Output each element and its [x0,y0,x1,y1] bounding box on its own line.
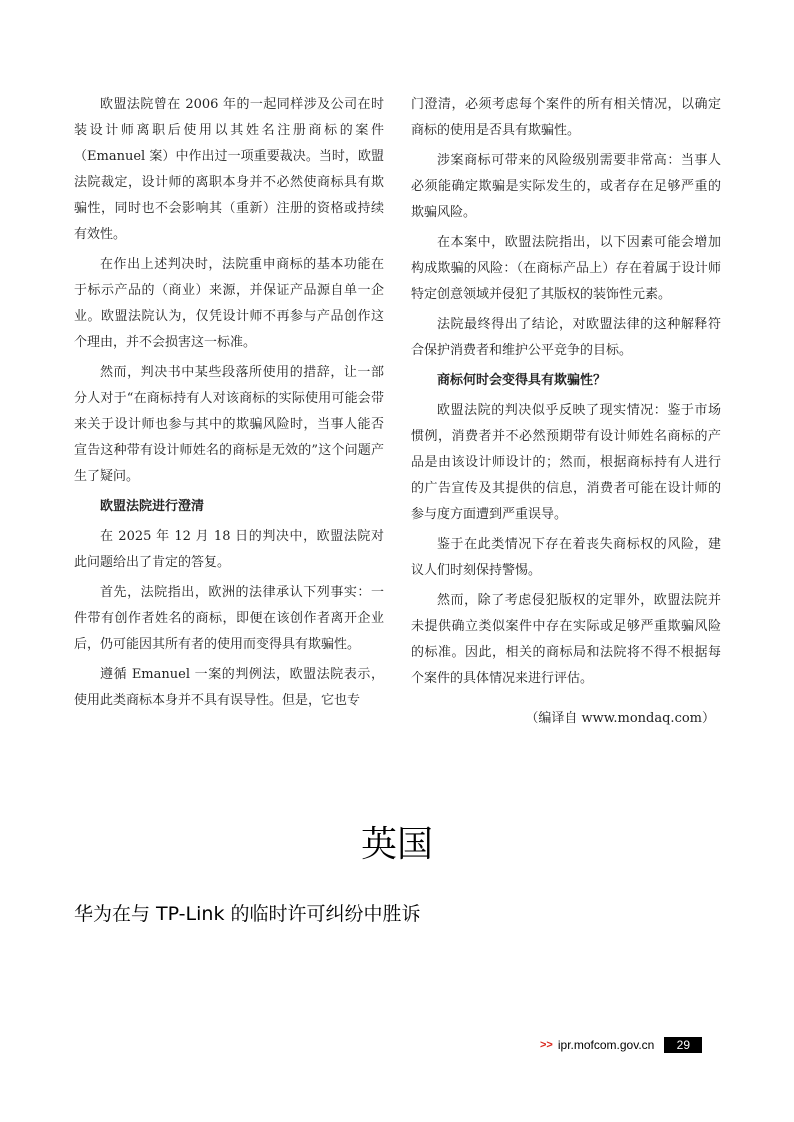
section-title: 英国 [360,824,433,865]
left-paragraph-4: 在 2025 年 12 月 18 日的判决中，欧盟法院对此问题给出了肯定的答复。 [74,529,384,570]
right-paragraph-1: 门澄清，必须考虑每个案件的所有相关情况，以确定商标的使用是否具有欺骗性。 [411,97,721,138]
page-footer [540,1036,702,1054]
left-paragraph-2: 在作出上述判决时，法院重申商标的基本功能在于标示产品的（商业）来源，并保证产品源自单一企业。欧盟法院认为，仅凭设计师不再参与产品创作这个理由，并不会损害这一标准。 [74,257,384,350]
right-column [411,92,721,736]
footer-website-link[interactable]: ipr.mofcom.gov.cn [557,1038,655,1052]
right-paragraph-6: 鉴于在此类情况下存在着丧失商标权的风险，建议人们时刻保持警惕。 [411,537,721,578]
right-paragraph-4: 法院最终得出了结论，对欧盟法律的这种解释符合保护消费者和维护公平竞争的目标。 [411,317,721,358]
article-title: 华为在与 TP-Link 的临时许可纠纷中胜诉 [74,903,421,925]
left-paragraph-6: 遵循 Emanuel 一案的判例法，欧盟法院表示，使用此类商标本身并不具有误导性。但是，它也专 [74,667,384,708]
left-paragraph-1: 欧盟法院曾在 2006 年的一起同样涉及公司在时装设计师离职后使用以其姓名注册商标的案件（Emanuel 案）中作出过一项重要裁决。当时，欧盟法院裁定，设计师的离职本身并不必然使商标具有欺骗性，同时也不会影响其（重新）注册的资格或持续有效性。 [74,97,384,242]
right-paragraph-7: 然而，除了考虑侵犯版权的定罪外，欧盟法院并未提供确立类似案件中存在实际或足够严重欺骗风险的标准。因此，相关的商标局和法院将不得不根据每个案件的具体情况来进行评估。 [411,593,721,686]
right-paragraph-2: 涉案商标可带来的风险级别需要非常高：当事人必须能确定欺骗是实际发生的，或者存在足够严重的欺骗风险。 [411,153,721,220]
double-chevron-right-icon: >> [540,1039,553,1051]
left-paragraph-5: 首先，法院指出，欧洲的法律承认下列事实：一件带有创作者姓名的商标，即便在该创作者离开企业后，仍可能因其所有者的使用而变得具有欺骗性。 [74,585,384,652]
left-paragraph-3: 然而，判决书中某些段落所使用的措辞，让一部分人对于“在商标持有人对该商标的实际使用可能会带来关于设计师也参与其中的欺骗风险时，当事人能否宣告这种带有设计师姓名的商标是无效的”这个问题产生了疑问。 [74,365,384,484]
left-subheading: 欧盟法院进行澄清 [100,499,205,514]
left-column [74,92,384,718]
right-paragraph-3: 在本案中，欧盟法院指出，以下因素可能会增加构成欺骗的风险：（在商标产品上）存在着属于设计师特定创意领域并侵犯了其版权的装饰性元素。 [411,235,721,302]
right-paragraph-5: 欧盟法院的判决似乎反映了现实情况：鉴于市场惯例，消费者并不必然预期带有设计师姓名商标的产品是由该设计师设计的；然而，根据商标持有人进行的广告宣传及其提供的信息，消费者可能在设计师的参与度方面遭到严重误导。 [411,403,721,522]
source-credit: （编译自 www.mondaq.com） [525,711,715,726]
right-subheading: 商标何时会变得具有欺骗性？ [437,373,607,388]
page-number: 29 [664,1037,702,1053]
